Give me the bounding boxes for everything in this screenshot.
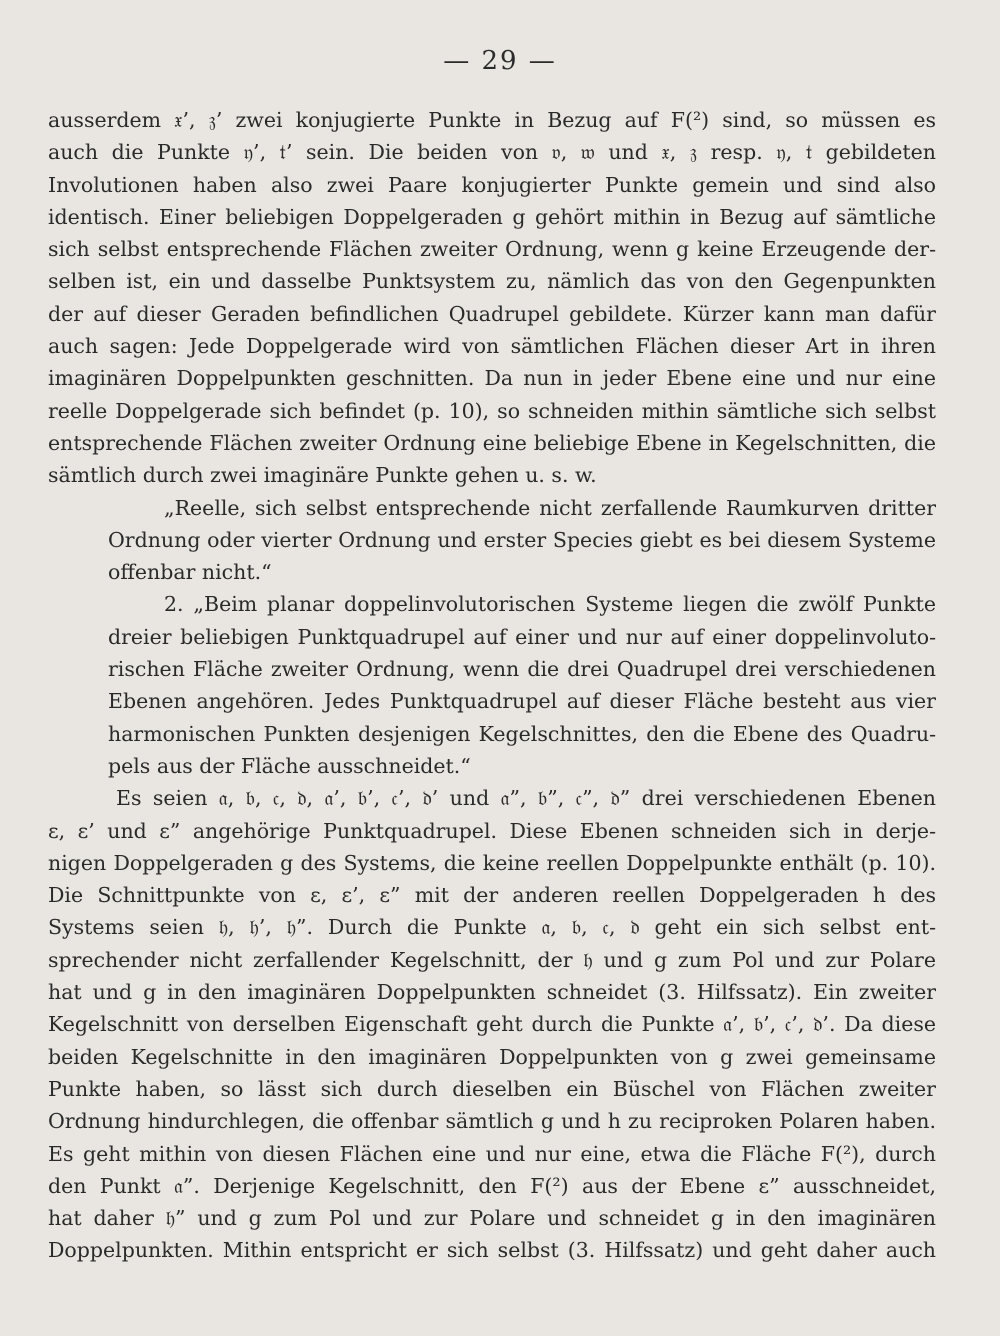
text-line: Es geht mithin von diesen Flächen eine und nur eine, etwa die Fläche F(²), durch (48, 1141, 936, 1166)
text-line: auch die Punkte 𝔶’, 𝔱’ sein. Die beiden von 𝔳, 𝔴 und 𝔵, 𝔷 resp. 𝔶, 𝔱 gebildeten (48, 140, 936, 165)
text-line: Die Schnittpunkte von ε, ε’, ε” mit der anderen reellen Doppelgeraden h des (48, 883, 936, 908)
text-line: Involutionen haben also zwei Paare konjugierter Punkte gemein und sind also (48, 172, 936, 197)
text-line: Ebenen angehören. Jedes Punktquadrupel auf dieser Fläche besteht aus vier (108, 689, 936, 714)
text-line: „Reelle, sich selbst entsprechende nicht zerfallende Raumkurven dritter (164, 495, 936, 520)
text-line: pels aus der Fläche ausschneidet.“ (108, 753, 471, 778)
text-line: nigen Doppelgeraden g des Systems, die keine reellen Doppelpunkte enthält (p. 10). (48, 850, 936, 875)
text-line: reelle Doppelgerade sich befindet (p. 10), so schneiden mithin sämtliche sich selbst (48, 398, 936, 423)
body-text (48, 104, 936, 1267)
text-line: imaginären Doppelpunkten geschnitten. Da nun in jeder Ebene eine und nur eine (48, 366, 936, 391)
text-line: beiden Kegelschnitte in den imaginären Doppelpunkten von g zwei gemeinsame (48, 1044, 936, 1069)
text-line: der auf dieser Geraden befindlichen Quadrupel gebildete. Kürzer kann man dafür (48, 301, 936, 326)
text-line: rischen Fläche zweiter Ordnung, wenn die drei Quadrupel drei verschiedenen (108, 657, 936, 682)
page-number: — 29 — (443, 46, 557, 76)
text-line: hat und g in den imaginären Doppelpunkten schneidet (3. Hilfssatz). Ein zweiter (48, 980, 936, 1005)
text-line: Systems seien 𝔥, 𝔥’, 𝔥”. Durch die Punkte 𝔞, 𝔟, 𝔠, 𝔡 geht ein sich selbst ent- (48, 915, 936, 940)
text-line: offenbar nicht.“ (108, 560, 272, 585)
text-line: sich selbst entsprechende Flächen zweiter Ordnung, wenn g keine Erzeugende der- (48, 237, 936, 262)
text-line: sprechender nicht zerfallender Kegelschnitt, der 𝔥 und g zum Pol und zur Polare (48, 947, 936, 972)
text-line: entsprechende Flächen zweiter Ordnung eine beliebige Ebene in Kegelschnitten, die (48, 430, 936, 455)
text-line: sämtlich durch zwei imaginäre Punkte gehen u. s. w. (48, 463, 597, 488)
text-line: den Punkt 𝔞”. Derjenige Kegelschnitt, den F(²) aus der Ebene ε” ausschneidet, (48, 1173, 936, 1198)
text-line: Es seien 𝔞, 𝔟, 𝔠, 𝔡, 𝔞’, 𝔟’, 𝔠’, 𝔡’ und 𝔞”, 𝔟”, 𝔠”, 𝔡” drei verschiedenen Ebenen (116, 786, 936, 811)
text-line: Ordnung oder vierter Ordnung und erster Species giebt es bei diesem Systeme (108, 527, 936, 552)
text-line: selben ist, ein und dasselbe Punktsystem zu, nämlich das von den Gegenpunkten (48, 269, 936, 294)
text-line: Punkte haben, so lässt sich durch dieselben ein Büschel von Flächen zweiter (48, 1076, 936, 1101)
text-line: Doppelpunkten. Mithin entspricht er sich selbst (3. Hilfssatz) und geht daher auch (48, 1238, 936, 1263)
text-line: harmonischen Punkten desjenigen Kegelschnittes, den die Ebene des Quadru- (108, 721, 936, 746)
text-line: Kegelschnitt von derselben Eigenschaft geht durch die Punkte 𝔞’, 𝔟’, 𝔠’, 𝔡’. Da diese (48, 1012, 936, 1037)
text-line: ε, ε’ und ε” angehörige Punktquadrupel. Diese Ebenen schneiden sich in derje- (48, 818, 936, 843)
text-line: Ordnung hindurchlegen, die offenbar sämtlich g und h zu reciproken Polaren haben. (48, 1109, 936, 1134)
text-line: identisch. Einer beliebigen Doppelgeraden g gehört mithin in Bezug auf sämtliche (48, 204, 936, 229)
text-line: dreier beliebigen Punktquadrupel auf einer und nur auf einer doppelinvoluto- (108, 624, 936, 649)
text-line: hat daher 𝔥” und g zum Pol und zur Polare und schneidet g in den imaginären (48, 1206, 936, 1231)
text-line: ausserdem 𝔵’, 𝔷’ zwei konjugierte Punkte in Bezug auf F(²) sind, so müssen es (48, 108, 936, 132)
text-line: auch sagen: Jede Doppelgerade wird von sämtlichen Flächen dieser Art in ihren (48, 334, 936, 359)
text-line: 2. „Beim planar doppelinvolutorischen Systeme liegen die zwölf Punkte (164, 592, 936, 617)
